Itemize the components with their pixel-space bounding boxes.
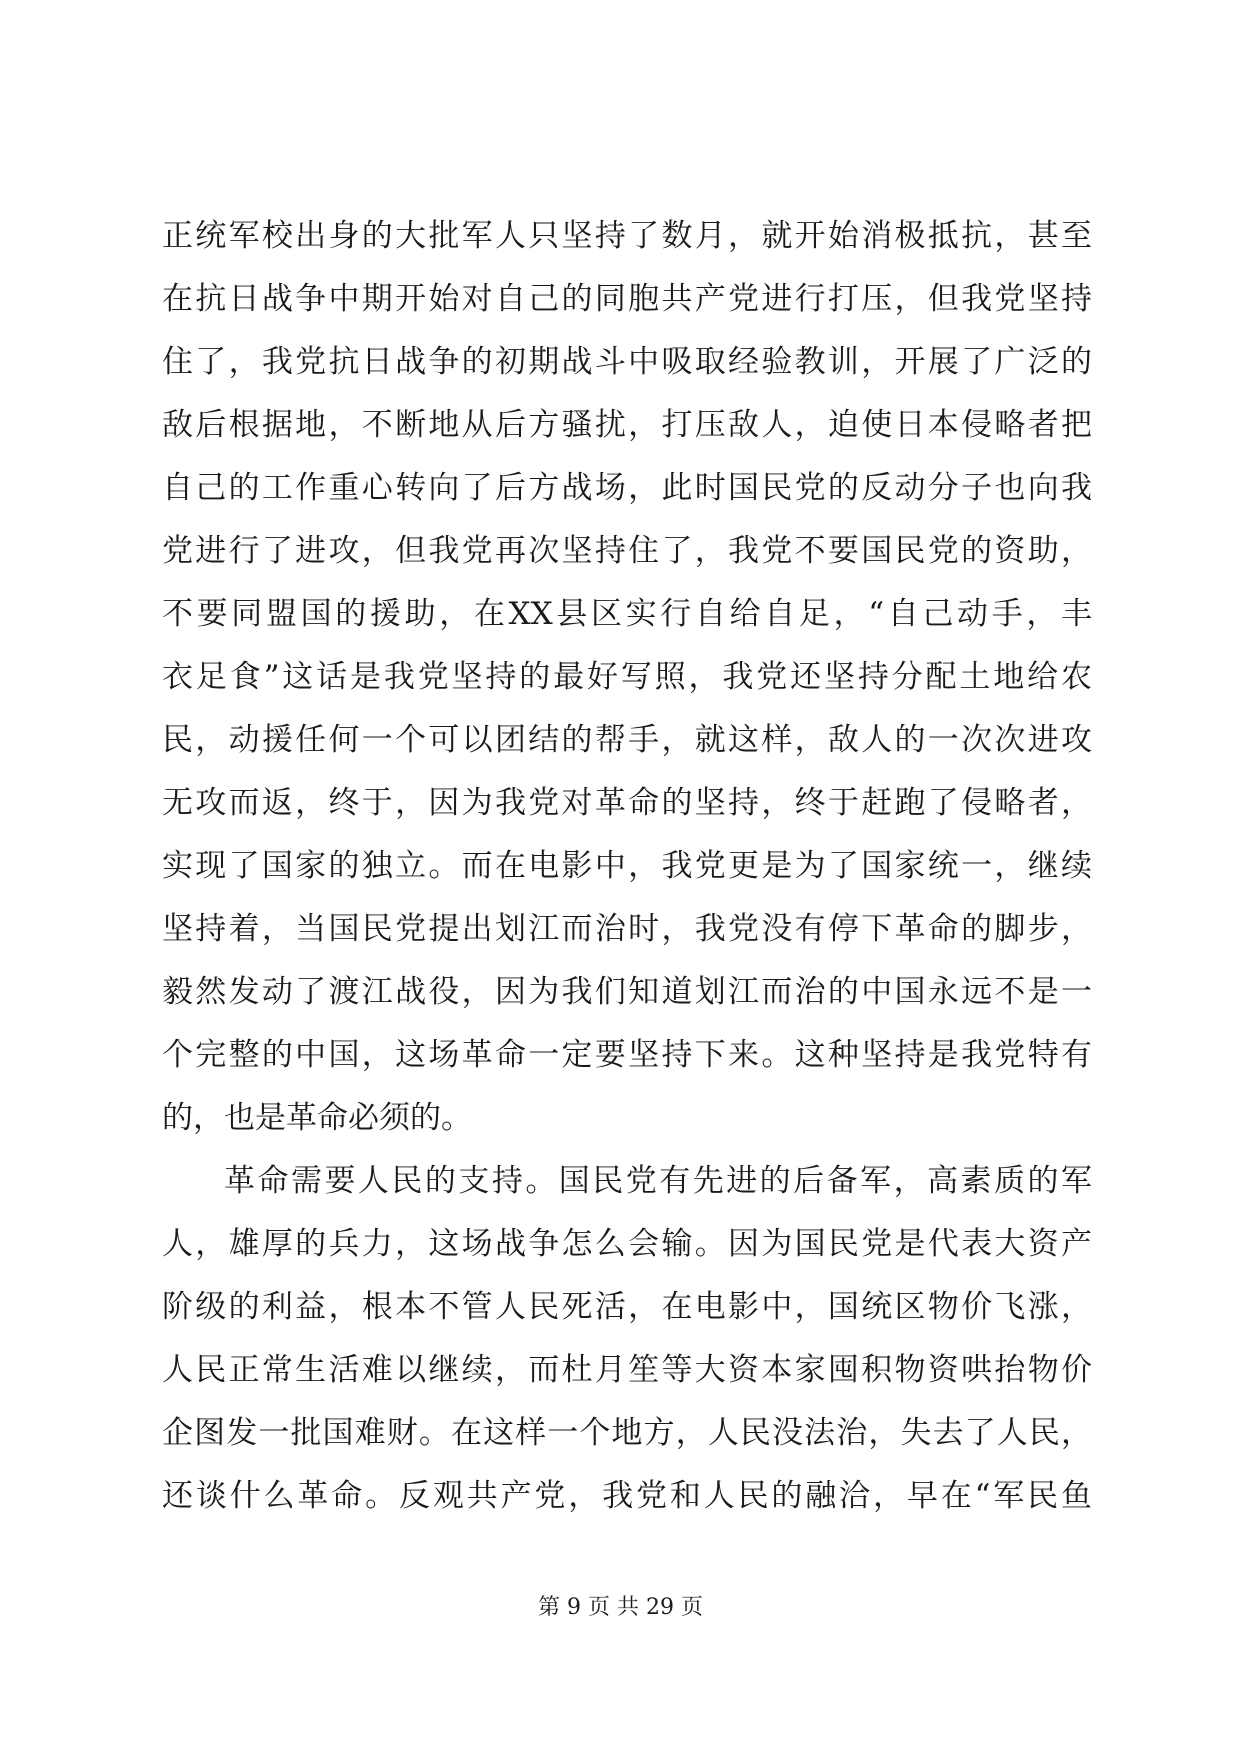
text-line: 党进行了进攻，但我党再次坚持住了，我党不要国民党的资助，	[162, 533, 1092, 569]
text-line: 实现了国家的独立。而在电影中，我党更是为了国家统一，继续	[162, 848, 1092, 884]
text-line: 人，雄厚的兵力，这场战争怎么会输。因为国民党是代表大资产	[162, 1226, 1092, 1262]
text-line: 个完整的中国，这场革命一定要坚持下来。这种坚持是我党特有	[162, 1037, 1092, 1073]
text-line: 还谈什么革命。反观共产党，我党和人民的融洽，早在“军民鱼	[162, 1478, 1092, 1514]
text-line: 住了，我党抗日战争的初期战斗中吸取经验教训，开展了广泛的	[162, 344, 1092, 380]
text-line: 在抗日战争中期开始对自己的同胞共产党进行打压，但我党坚持	[162, 281, 1092, 317]
text-line: 自己的工作重心转向了后方战场，此时国民党的反动分子也向我	[162, 470, 1092, 506]
text-line: 无攻而返，终于，因为我党对革命的坚持，终于赶跑了侵略者，	[162, 785, 1092, 821]
text-line: 敌后根据地，不断地从后方骚扰，打压敌人，迫使日本侵略者把	[162, 407, 1092, 443]
text-line: 的，也是革命必须的。	[162, 1100, 472, 1136]
text-line: 人民正常生活难以继续，而杜月笙等大资本家囤积物资哄抬物价	[162, 1352, 1092, 1388]
text-line: 阶级的利益，根本不管人民死活，在电影中，国统区物价飞涨，	[162, 1289, 1092, 1325]
text-line: 正统军校出身的大批军人只坚持了数月，就开始消极抵抗，甚至	[162, 218, 1092, 254]
text-line: 不要同盟国的援助，在XX县区实行自给自足，“自己动手，丰	[162, 596, 1092, 632]
text-line: 民，动援任何一个可以团结的帮手，就这样，敌人的一次次进攻	[162, 722, 1092, 758]
text-line: 革命需要人民的支持。国民党有先进的后备军，高素质的军	[224, 1163, 1092, 1199]
text-line: 企图发一批国难财。在这样一个地方，人民没法治，失去了人民，	[162, 1415, 1092, 1451]
text-line: 毅然发动了渡江战役，因为我们知道划江而治的中国永远不是一	[162, 974, 1092, 1010]
text-line: 坚持着，当国民党提出划江而治时，我党没有停下革命的脚步，	[162, 911, 1092, 947]
body-text	[162, 205, 1092, 1528]
page-footer: 第 9 页 共 29 页	[538, 1595, 703, 1620]
text-line: 衣足食”这话是我党坚持的最好写照，我党还坚持分配土地给农	[162, 659, 1092, 695]
